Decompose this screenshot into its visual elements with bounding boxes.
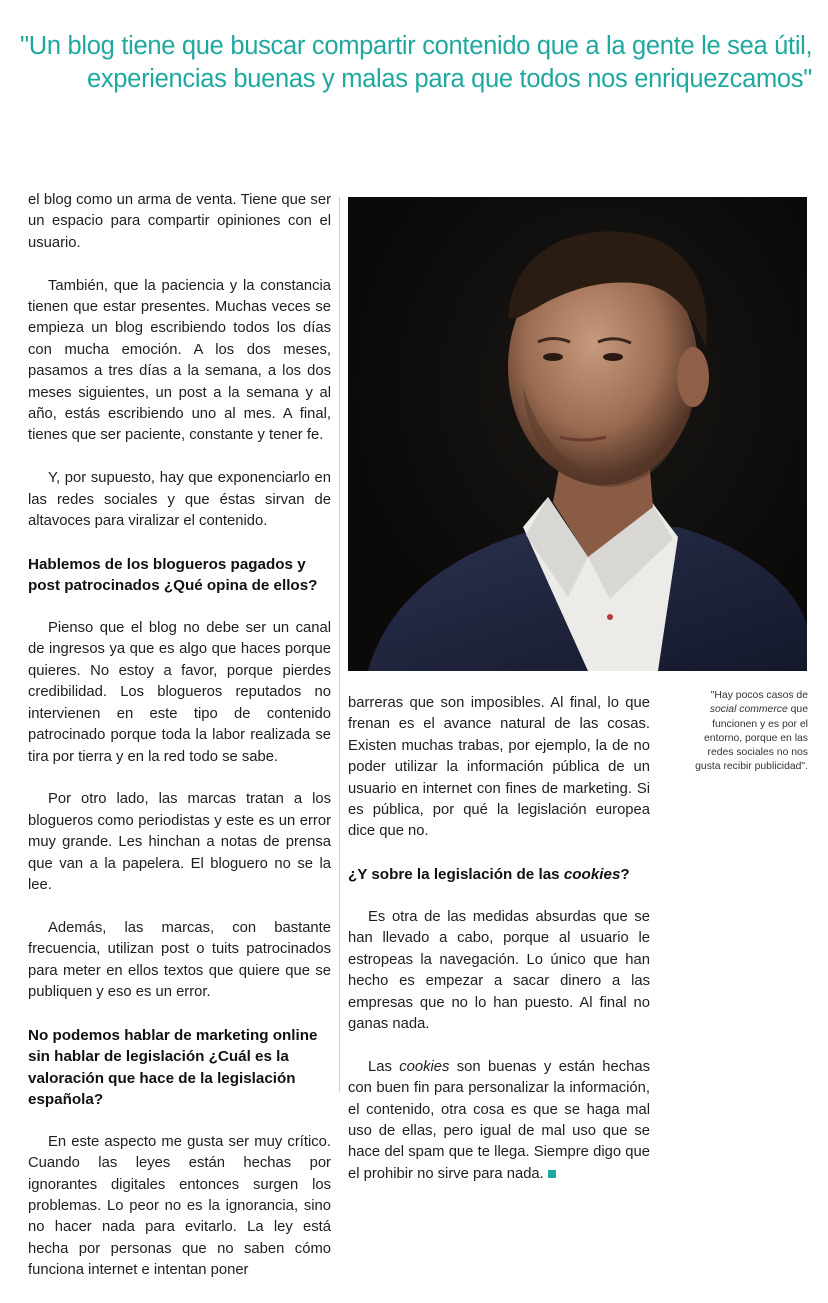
paragraph: También, que la paciencia y la constancia tienen que estar presentes. Muchas veces se empieza un blog escribiendo todos los días con mucha emoción. A los dos meses, pasamos a tres días a la semana, a los dos meses siguientes, un post a la semana y al año, estás escribiendo uno al mes. A final, tienes que ser paciente, constante y tener fe. xyxy=(28,277,331,444)
caption-italic: social commerce xyxy=(709,704,788,716)
paragraph: Además, las marcas, con bastante frecuencia, utilizan post o tuits patrocinados para meter en ellos textos que quiere que se publiquen y eso es un error. xyxy=(28,919,331,1000)
heading-text: ? xyxy=(620,866,630,884)
paragraph-italic: cookies xyxy=(399,1058,450,1075)
portrait-photo xyxy=(348,197,807,671)
paragraph: Por otro lado, las marcas tratan a los blogueros como periodistas y este es un error muy grande. Les hinchan a notas de prensa que van a la papelera. El bloguero no se la lee. xyxy=(28,791,331,893)
question-heading: No podemos hablar de marketing online sin hablar de legislación ¿Cuál es la valoración que hace de la legislación española? xyxy=(28,1026,318,1108)
paragraph-text: Las xyxy=(368,1058,392,1075)
right-column xyxy=(348,693,650,1207)
heading-text: ¿Y sobre la legislación de las xyxy=(348,866,560,884)
pull-quote-line-2: experiencias buenas y malas para que todos nos enriquezcamos" xyxy=(86,65,812,93)
portrait-illustration xyxy=(348,197,807,671)
pull-quote-line-1: "Un blog tiene que buscar compartir contenido que a la gente le sea útil, xyxy=(20,32,813,60)
column-divider xyxy=(339,197,340,1092)
end-of-article-mark xyxy=(548,1170,556,1178)
caption-text: "Hay pocos casos de xyxy=(710,690,808,701)
pull-quote xyxy=(20,30,812,96)
paragraph: Es otra de las medidas absurdas que se han llevado a cabo, porque al usuario le estropeas la navegación. Lo único que han hecho es empezar a sacar dinero a las empresas que no lo han puesto. Al final no ganas nada. xyxy=(348,909,650,1033)
left-column xyxy=(28,190,331,1303)
paragraph: Y, por supuesto, hay que exponenciarlo en las redes sociales y que éstas sirvan de altavoces para viralizar el contenido. xyxy=(28,470,331,530)
question-heading xyxy=(348,864,650,885)
question-heading: Hablemos de los blogueros pagados y post patrocinados ¿Qué opina de ellos? xyxy=(28,555,318,595)
photo-caption xyxy=(686,689,808,775)
paragraph: En este aspecto me gusta ser muy crítico. Cuando las leyes están hechas por ignorantes digitales entonces surgen los problemas. Lo peor no es la ignorancia, sino no hacer nada para evitarlo. La ley está hecha por personas que no saben cómo funciona internet e intentan poner xyxy=(28,1133,331,1279)
paragraph-text: son buenas y están hechas con buen fin para personalizar la información, el contenido, otra cosa es que se haga mal uso de ellas, pero igual de mal uso que se hace del spam que te llega. Siempre digo que el prohibir no sirve para nada. xyxy=(348,1058,650,1182)
paragraph xyxy=(348,1057,650,1185)
caption-text: que funcionen y es por el entorno, porque en las redes sociales no nos gusta recibir publicidad". xyxy=(695,704,808,773)
paragraph: Pienso que el blog no debe ser un canal de ingresos ya que es algo que haces porque quieres. No estoy a favor, porque pierdes credibilidad. Los blogueros reputados no intervienen en este tipo de contenido patrocinado porque toda la labor realizada se tira por tierra y en la red todo se sabe. xyxy=(28,620,331,765)
paragraph: el blog como un arma de venta. Tiene que ser un espacio para compartir opiniones con el usuario. xyxy=(28,192,331,251)
heading-italic: cookies xyxy=(563,866,621,884)
paragraph: barreras que son imposibles. Al final, lo que frenan es el avance natural de las cosas. Existen muchas trabas, por ejemplo, la de no poder utilizar la información pública de un usuario en internet con fines de marketing. Si es pública, por qué la legislación europea dice que no. xyxy=(348,695,650,840)
